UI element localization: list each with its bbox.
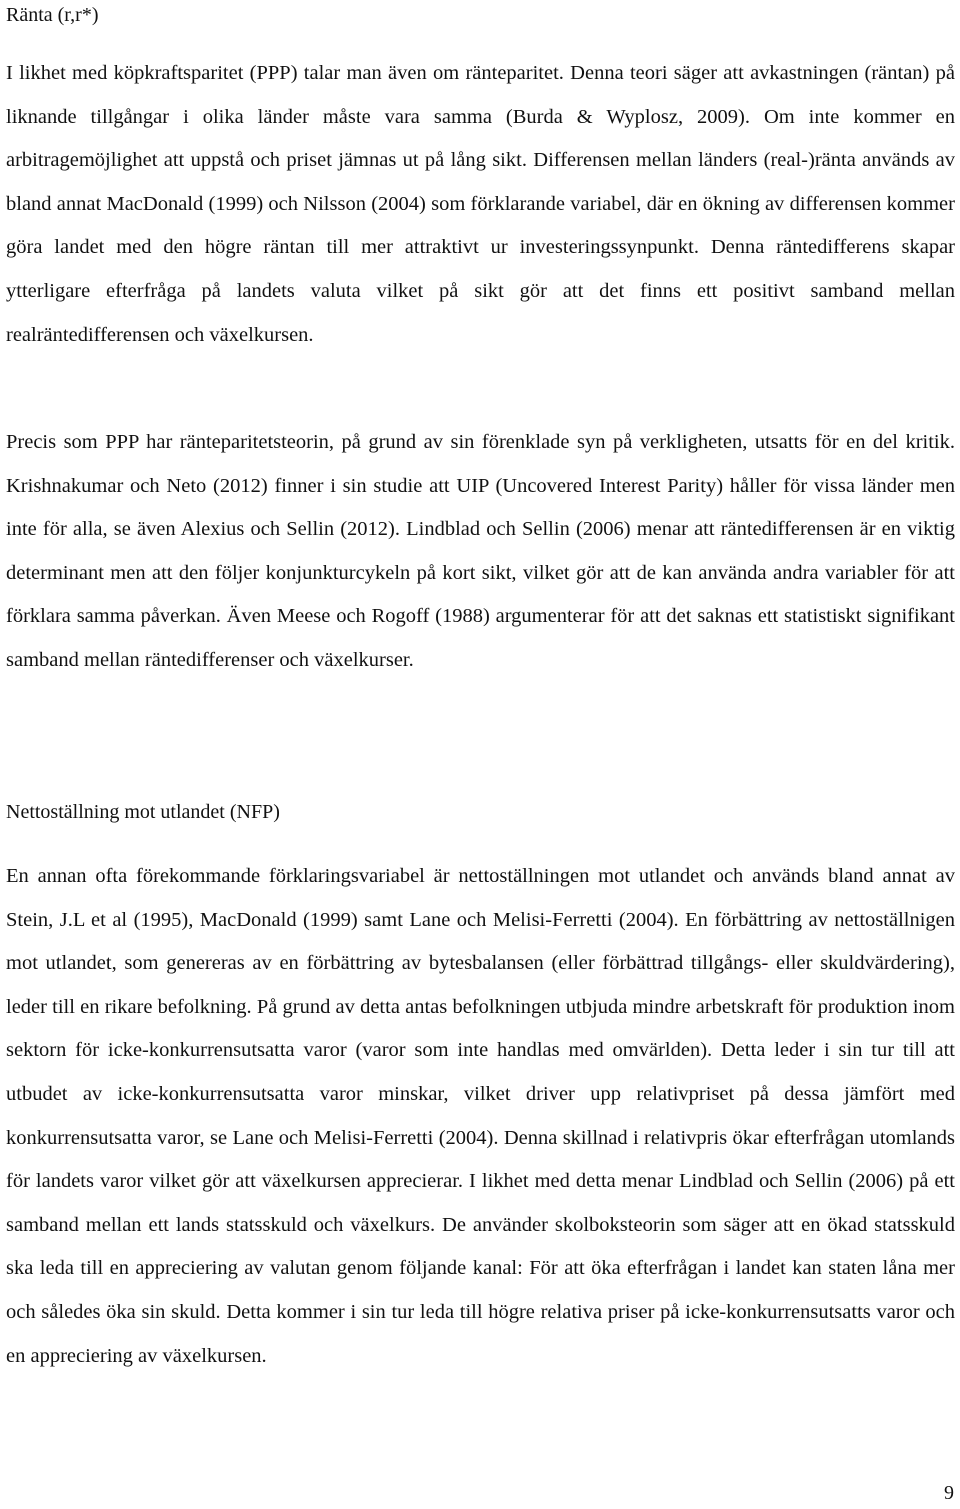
section-heading-nfp: Nettoställning mot utlandet (NFP) xyxy=(6,801,280,823)
paragraph-interest-parity-critique: Precis som PPP har ränteparitetsteorin, på grund av sin förenklade syn på verkligheten, utsatts för en del kritik. Krishnakumar och Neto (2012) finner i sin studie att UIP (Uncovered Interest Parity) håller för vissa länder men inte för alla, se även Alexius och Sellin (2012). Lindblad och Sellin (2006) menar att räntedifferensen är en viktig determinant men att den följer konjunkturcykeln på kort sikt, vilket gör att de kan använda andra variabler för att förklara samma påverkan. Även Meese och Rogoff (1988) argumenterar för att det saknas ett statistiskt signifikant samband mellan räntedifferenser och växelkurser. xyxy=(6,431,955,671)
paragraph-net-foreign-position: En annan ofta förekommande förklaringsvariabel är nettoställningen mot utlandet och används bland annat av Stein, J.L et al (1995), MacDonald (1999) samt Lane och Melisi-Ferretti (2004). En förbättring av nettoställnigen mot utlandet, som genereras av en förbättring av bytesbalansen (eller förbättrad tillgångs- eller skuldvärdering), leder till en rikare befolkning. På grund av detta antas befolkningen utbjuda mindre arbetskraft för produktion inom sektorn för icke-konkurrensutsatta varor (varor som inte handlas med omvärlden). Detta leder i sin tur till att utbudet av icke-konkurrensutsatta varor minskar, vilket driver upp relativpriset på dessa jämfört med konkurrensutsatta varor, se Lane och Melisi-Ferretti (2004). Denna skillnad i relativpris ökar efterfrågan utomlands för landets varor vilket gör att växelkursen apprecierar. I likhet med detta menar Lindblad och Sellin (2006) på ett samband mellan ett lands statsskuld och växelkurs. De använder skolboksteorin som säger att en ökad statsskuld ska leda till en appreciering av valutan genom följande kanal: För att öka efterfrågan i landet kan staten låna mer och således öka sin skuld. Detta kommer i sin tur leda till högre relativa priser på icke-konkurrensutsatts varor och en appreciering av växelkursen. xyxy=(6,865,955,1367)
paragraph-interest-parity: I likhet med köpkraftsparitet (PPP) talar man även om ränteparitet. Denna teori säger att avkastningen (räntan) på liknande tillgångar i olika länder måste vara samma (Burda & Wyplosz, 2009). Om inte kommer en arbitragemöjlighet att uppstå och priset jämnas ut på lång sikt. Differensen mellan länders (real-)ränta används av bland annat MacDonald (1999) och Nilsson (2004) som förklarande variabel, där en ökning av differensen kommer göra landet med den högre räntan till mer attraktivt ur investeringssynpunkt. Denna räntedifferens skapar ytterligare efterfråga på landets valuta vilket på sikt gör att det finns ett positivt samband mellan realräntedifferensen och växelkursen. xyxy=(6,62,955,346)
section-heading-rate: Ränta (r,r*) xyxy=(6,4,99,26)
page-number: 9 xyxy=(944,1482,954,1504)
